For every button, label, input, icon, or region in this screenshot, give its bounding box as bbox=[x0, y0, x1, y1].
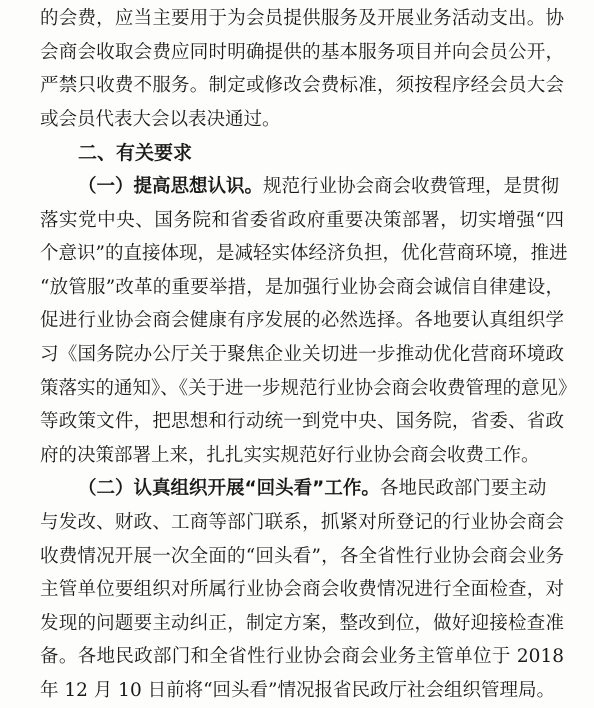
text-line: 发现的问题要主动纠正，制定方案，整改到位，做好迎接检查准 bbox=[40, 612, 564, 634]
text-line bbox=[0, 474, 594, 504]
text-line: “放管服”改革的重要举措，是加强行业协会商会诚信自律建设， bbox=[40, 276, 564, 298]
text-line: 等政策文件，把思想和行动统一到党中央、国务院，省委、省政 bbox=[40, 411, 564, 433]
text-line: 主管单位要组织对所属行业协会商会收费情况进行全面检查，对 bbox=[40, 579, 564, 601]
text-line: 习《国务院办公厅关于聚焦企业关切进一步推动优化营商环境政 bbox=[40, 344, 564, 365]
text-line bbox=[0, 172, 594, 202]
section-heading: 二、有关要求 bbox=[78, 142, 193, 165]
text-line: 落实党中央、国务院和省委省政府重要决策部署，切实增强“四 bbox=[40, 209, 564, 231]
text-line: 或会员代表大会以表决通过。 bbox=[40, 108, 281, 130]
paragraph-text: 规范行业协会商会收费管理，是贯彻 bbox=[263, 176, 560, 197]
text-line: 的会费，应当主要用于为会员提供服务及开展业务活动支出。协 bbox=[40, 8, 564, 29]
text-line: 备。各地民政部门和全省性行业协会商会业务主管单位于 2018 bbox=[40, 646, 564, 668]
text-line: 与发改、财政、工商等部门联系，抓紧对所登记的行业协会商会 bbox=[40, 512, 564, 533]
text-line: 个意识”的直接体现，是减轻实体经济负担，优化营商环境，推进 bbox=[40, 243, 568, 265]
text-line: 府的决策部署上来，扎扎实实规范好行业协会商会收费工作。 bbox=[40, 444, 540, 466]
text-line: 年 12 月 10 日前将“回头看”情况报省民政厅社会组织管理局。 bbox=[40, 680, 556, 701]
text-line: 促进行业协会商会健康有序发展的必然选择。各地要认真组织学 bbox=[40, 310, 564, 332]
paragraph-text: 各地民政部门要主动 bbox=[379, 478, 547, 500]
text-line: 严禁只收费不服务。制定或修改会费标准，须按程序经会员大会 bbox=[40, 75, 564, 97]
text-line: 收费情况开展一次全面的“回头看”，各全省性行业协会商会业务 bbox=[40, 545, 564, 567]
paragraph-title: （一）提高思想认识。 bbox=[78, 176, 264, 197]
text-line: 会商会收取会费应同时明确提供的基本服务项目并向会员公开， bbox=[40, 41, 564, 63]
text-line: 策落实的通知》、《关于进一步规范行业协会商会收费管理的意见》 bbox=[40, 377, 577, 399]
paragraph-title: （二）认真组织开展“回头看”工作。 bbox=[78, 478, 380, 500]
